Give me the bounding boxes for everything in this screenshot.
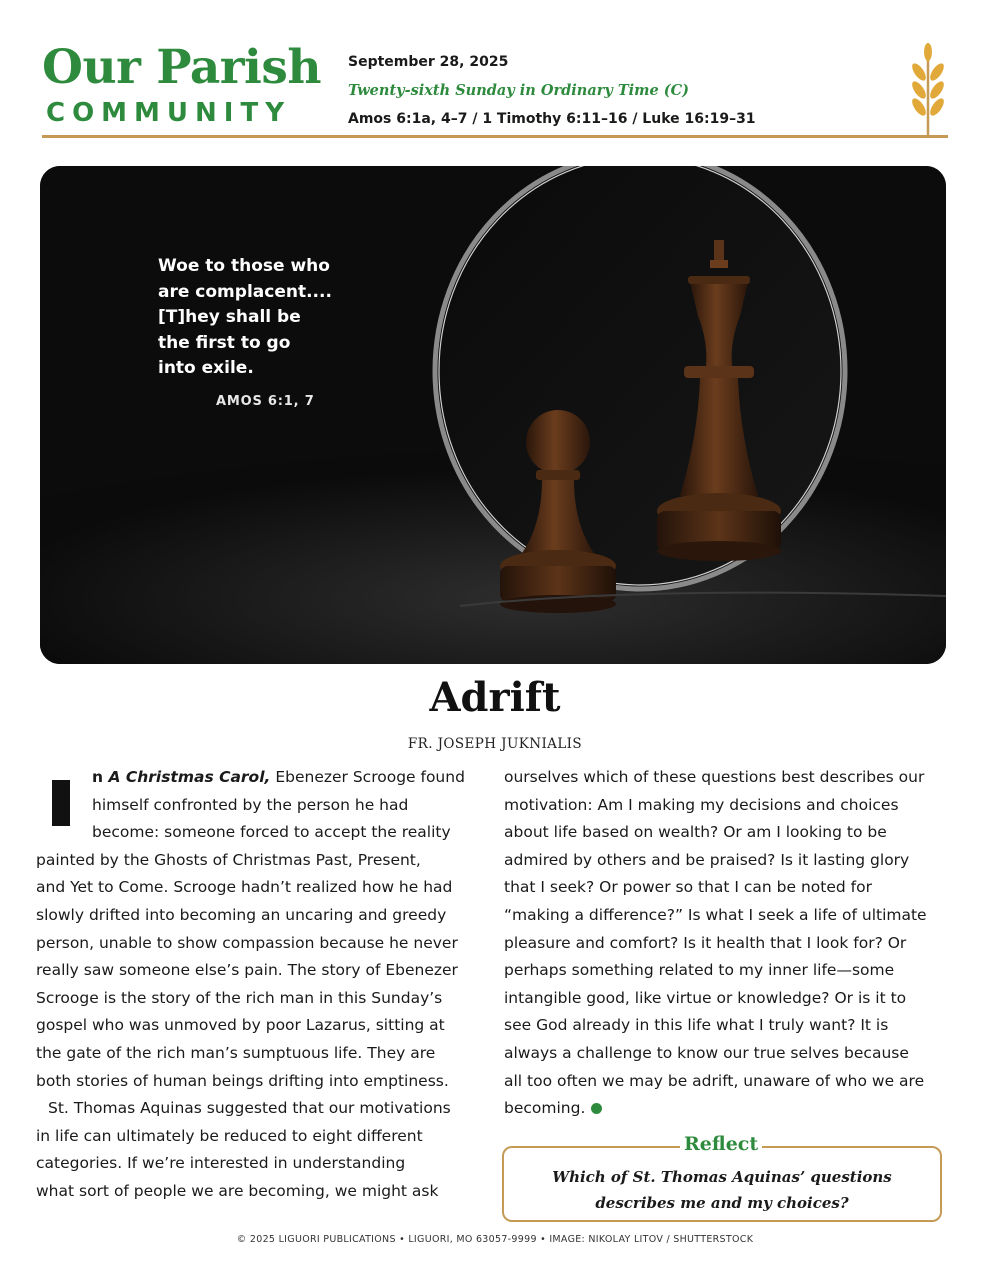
- quote-citation: AMOS 6:1, 7: [216, 394, 315, 409]
- article-title: Adrift: [429, 674, 561, 721]
- pull-quote: [158, 254, 338, 382]
- body-line: what sort of people we are becoming, we might ask: [36, 1181, 439, 1200]
- article-author: FR. JOSEPH JUKNIALIS: [407, 736, 583, 752]
- masthead: [40, 40, 950, 142]
- body-line: perhaps something related to my inner life—some: [504, 961, 895, 980]
- body-line: in life can ultimately be reduced to eight different: [36, 1126, 423, 1145]
- article-column-right: [504, 764, 954, 1123]
- body-line: gospel who was unmoved by poor Lazarus, sitting at: [36, 1016, 445, 1035]
- body-line: pleasure and comfort? Is it health that I look for? Or: [504, 933, 907, 952]
- body-line: himself confronted by the person he had: [92, 795, 409, 814]
- body-line: n A Christmas Carol, Ebenezer Scrooge found: [92, 768, 465, 786]
- reflect-question: Which of St. Thomas Aquinas’ questions describes me and my choices?: [552, 1168, 892, 1212]
- body-line: painted by the Ghosts of Christmas Past, Present,: [36, 850, 421, 869]
- quote-line: are complacent....: [158, 281, 332, 302]
- body-line: St. Thomas Aquinas suggested that our motivations: [48, 1099, 451, 1118]
- body-line: always a challenge to know our true selves because: [504, 1043, 909, 1062]
- body-line: the gate of the rich man’s sumptuous life. They are: [36, 1043, 436, 1062]
- body-line: intangible good, like virtue or knowledge? Or is it to: [504, 988, 907, 1007]
- brand-title: Our Parish: [42, 40, 322, 95]
- body-line: Scrooge is the story of the rich man in this Sunday’s: [36, 988, 443, 1007]
- reflect-label: Reflect: [680, 1133, 762, 1155]
- body-line: all too often we may be adrift, unaware of who we are: [504, 1071, 925, 1090]
- footer-credits: © 2025 LIGUORI PUBLICATIONS • LIGUORI, MO 63057-9999 • IMAGE: NIKOLAY LITOV / SHUTTERSTOCK: [236, 1234, 754, 1245]
- wheat-icon: [906, 42, 950, 138]
- header-rule: [42, 135, 948, 138]
- body-line: become: someone forced to accept the reality: [92, 823, 451, 842]
- body-line: both stories of human beings drifting into emptiness.: [36, 1071, 449, 1090]
- issue-date: September 28, 2025: [348, 54, 509, 70]
- quote-line: [T]hey shall be: [158, 307, 301, 328]
- body-line: categories. If we’re interested in understanding: [36, 1154, 406, 1173]
- body-line: slowly drifted into becoming an uncaring and greedy: [36, 905, 447, 924]
- quote-line: into exile.: [158, 358, 254, 379]
- body-line: really saw someone else’s pain. The story of Ebenezer: [36, 961, 458, 980]
- brand-subtitle: COMMUNITY: [46, 98, 292, 128]
- body-line: see God already in this life what I truly want? It is: [504, 1016, 889, 1035]
- body-line: and Yet to Come. Scrooge hadn’t realized how he had: [36, 878, 453, 897]
- body-line: becoming.: [504, 1095, 954, 1123]
- body-line: admired by others and be praised? Is it lasting glory: [504, 850, 910, 869]
- quote-line: Woe to those who: [158, 256, 330, 276]
- reflect-box: [502, 1133, 942, 1222]
- scripture-readings: Amos 6:1a, 4–7 / 1 Timothy 6:11–16 / Luke 16:19–31: [348, 111, 756, 127]
- body-line: about life based on wealth? Or am I looking to be: [504, 823, 887, 842]
- body-line: that I seek? Or power so that I can be noted for: [504, 878, 872, 897]
- body-line: ourselves which of these questions best describes our: [504, 768, 925, 786]
- quote-line: the first to go: [158, 332, 291, 353]
- article-column-left: [36, 764, 468, 1206]
- liturgical-sunday: Twenty-sixth Sunday in Ordinary Time (C): [348, 82, 689, 99]
- book-title: A Christmas Carol,: [108, 768, 271, 786]
- hero-image: [40, 166, 946, 664]
- body-line: “making a difference?” Is what I seek a life of ultimate: [504, 905, 927, 924]
- body-line: motivation: Am I making my decisions and choices: [504, 795, 899, 814]
- chess-pawn-mirror-king-image: [40, 166, 946, 664]
- body-line: person, unable to show compassion because he never: [36, 933, 458, 952]
- end-mark-icon: [591, 1103, 602, 1114]
